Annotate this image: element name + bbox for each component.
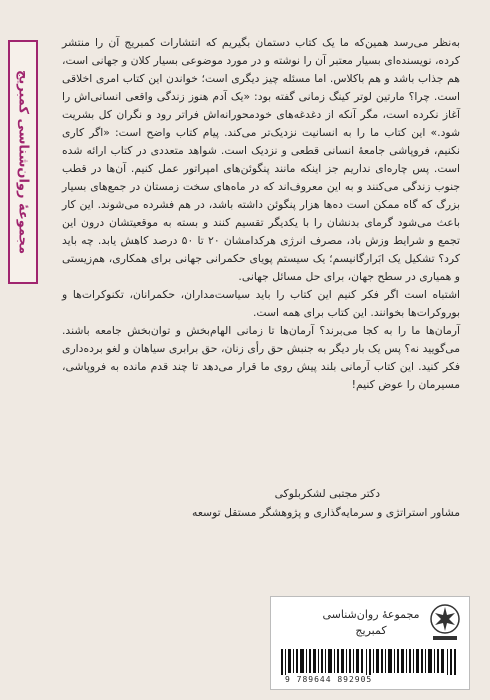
- signature-block: [192, 484, 460, 522]
- blurb-paragraph-1: به‌نظر می‌رسد همین‌که ما یک کتاب دستمان بگیریم که انتشارات کمبریج آن را منتشر کرده، نویسنده‌ای بسیار معتبر آن را نوشته و در مورد موضوعی بسیار کلان و جهانی است، هم جذاب باشد و هم باکلاس. اما مسئله چیز دیگری است؛ خواندن این کتاب امری اخلاقی است. چرا؟ مارتین لوتر کینگ زمانی گفته بود: «یک آدم هنوز زندگی واقعی انسانی‌اش را آغاز نکرده است، مگر آنکه از دغدغه‌های خودمحورانه‌اش فراتر رود و نگران کل بشریت شود.» این کتاب ما را به انسانیت نزدیک‌تر می‌کند. پیام کتاب واضح است: «اگر کاری نکنیم، فروپاشی جامعهٔ انسانی قطعی و نزدیک است. شواهد متعددی در کتاب ارائه شده است. پس چاره‌ای نداریم جز اینکه مانند پنگوئن‌های امپراتور عمل کنیم. آن‌ها در قطب جنوب زندگی می‌کنند و به این معروف‌اند که در ماه‌های سخت زمستان در جمع‌های بسیار بزرگ که گاه ممکن است ده‌ها هزار پنگوئن داشته باشد، در هم فشرده می‌شوند. این کار باعث می‌شود گرمای بدنشان را با یکدیگر تقسیم کنند و بسته به موقعیتشان درون این تجمع و شرایط وزش باد، مصرف انرژی هرکدامشان ۲۰ تا ۵۰ درصد کاهش یابد. چه باید کرد؟ تشکیل یک ابَرارگانیسم؛ یک سیستم پویای حکمرانی جهانی برای همکاری، هم‌زیستی و همیاری در سطح جهان، برای حل مسائل جهانی.: [62, 36, 460, 283]
- blurb-text: [62, 34, 460, 394]
- info-series-line1: مجموعهٔ روان‌شناسی: [322, 608, 420, 621]
- series-band-label: مجموعهٔ روان‌شناسی کمبریج: [15, 69, 31, 255]
- series-vertical-band: [8, 40, 38, 284]
- info-series-title: [321, 607, 421, 639]
- info-series-line2: کمبریج: [355, 624, 387, 637]
- author-name: دکتر مجتبی لشکربلوکی: [274, 487, 380, 500]
- isbn-number: 9 789644 892905: [285, 675, 373, 684]
- publisher-info-box: [270, 596, 470, 690]
- barcode-icon: [281, 649, 457, 675]
- blurb-paragraph-3: آرمان‌ها ما را به کجا می‌برند؟ آرمان‌ها تا زمانی الهام‌بخش و توان‌بخش جامعه باشند. می‌گویید نه؟ پس یک بار دیگر به جنبش حق رأی زنان، حق برابری سیاهان و لغو برده‌داری فکر کنید. این کتاب آرمانی بلند پیش روی ما قرار می‌دهد تا چند قدم مانده به فروپاشی، مسیرمان را عوض کنیم!: [62, 324, 460, 391]
- publisher-logo-icon: [427, 603, 463, 643]
- blurb-paragraph-2: اشتباه است اگر فکر کنیم این کتاب را باید سیاست‌مداران، حکمرانان، تکنوکرات‌ها و بوروکرات‌ها بخوانند. این کتاب برای همه است.: [62, 288, 460, 319]
- author-title: مشاور استراتژی و سرمایه‌گذاری و پژوهشگر مستقل توسعه: [192, 506, 460, 519]
